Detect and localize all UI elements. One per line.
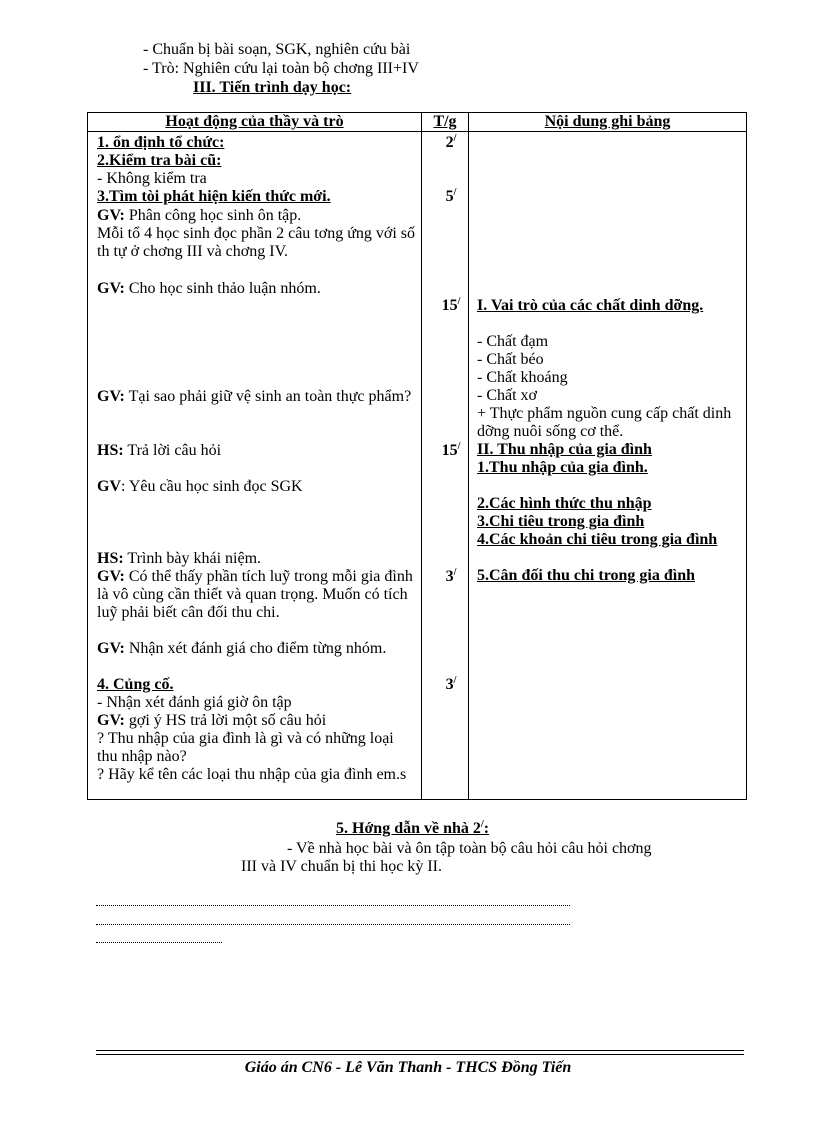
gv-evaluate-text <box>97 640 415 658</box>
content-item: - Chất đạm <box>477 333 549 350</box>
section-4-text: - Nhận xét đánh giá giờ ôn tập <box>97 694 292 711</box>
section-2-title: 2.Kiểm tra bài cũ: <box>97 152 222 169</box>
content-heading-income: II. Thu nhập của gia đình <box>477 441 652 458</box>
prep-line-1: - Chuẩn bị bài soạn, SGK, nghiên cứu bài <box>143 41 411 58</box>
time-value: 15/ <box>441 441 461 459</box>
gv-saving-text <box>97 568 415 622</box>
content-subheading: 1.Thu nhập của gia đình. <box>477 459 648 476</box>
time-value: 3/ <box>445 675 457 693</box>
gv-read-body: : Yêu cầu học sinh đọc SGK <box>121 478 303 495</box>
time-value: 5/ <box>445 187 457 205</box>
gv-hint-body: gợi ý HS trả lời một số câu hỏi <box>124 712 327 729</box>
note-line <box>96 942 222 943</box>
header-content: Nội dung ghi bảng <box>544 113 671 130</box>
question-1: ? Thu nhập của gia đình là gì và có những loại thu nhập nào? <box>97 730 394 765</box>
content-subheading: 4.Các khoản chi tiêu trong gia đình <box>477 531 718 548</box>
hs-answer-body: Trả lời câu hỏi <box>123 442 222 459</box>
header-divider <box>88 131 746 132</box>
time-value: 15/ <box>441 296 461 314</box>
prep-line-2: - Trò: Nghiên cứu lại toàn bộ chơng III+IV <box>143 60 419 77</box>
content-item: - Chất xơ <box>477 387 538 404</box>
content-subheading: 5.Cân đối thu chi trong gia đình <box>477 567 695 584</box>
gv-assign-more: Mỗi tổ 4 học sinh đọc phần 2 câu tơng ứng với số th tự ở chơng III và chơng IV. <box>97 225 416 260</box>
section-heading-process: III. Tiến trình dạy học: <box>193 79 352 96</box>
footer-rule <box>96 1054 744 1055</box>
hs-present-body: Trình bày khái niệm. <box>123 550 262 567</box>
gv-discuss-body: Cho học sinh thảo luận nhóm. <box>124 280 321 297</box>
gv-question-text <box>97 388 415 406</box>
column-divider <box>468 113 469 799</box>
homework-heading: 5. Hớng dẫn về nhà 2/: <box>336 819 490 837</box>
footer-rule <box>96 1050 744 1051</box>
gv-label: GV: <box>97 207 125 224</box>
gv-label: GV: <box>97 568 125 585</box>
hs-label: HS: <box>97 550 124 567</box>
content-item: - Chất béo <box>477 351 544 368</box>
header-time: T/g <box>433 113 457 130</box>
content-item: + Thực phẩm nguồn cung cấp chất dinh dỡng nuôi sống cơ thể. <box>477 405 732 440</box>
gv-label: GV: <box>97 640 125 657</box>
content-item: - Chất khoáng <box>477 369 568 386</box>
gv-question-body: Tại sao phải giữ vệ sinh an toàn thực phẩm? <box>124 388 412 405</box>
gv-label: GV: <box>97 388 125 405</box>
note-line <box>96 924 570 925</box>
section-4-title: 4. Củng cố. <box>97 676 174 693</box>
hs-present-text <box>97 550 415 568</box>
header-activities: Hoạt động của thầy và trò <box>165 113 344 130</box>
note-line <box>96 905 570 906</box>
section-1-title: 1. ổn định tổ chức: <box>97 134 225 151</box>
section-2-text: - Không kiểm tra <box>97 170 207 187</box>
gv-hint-text <box>97 712 415 730</box>
homework-line-2: III và IV chuẩn bị thi học kỳ II. <box>241 858 442 875</box>
content-subheading: 2.Các hình thức thu nhập <box>477 495 652 512</box>
question-2: ? Hãy kể tên các loại thu nhập của gia đình em.s <box>97 766 407 783</box>
gv-label: GV: <box>97 280 125 297</box>
hs-answer-text <box>97 442 415 460</box>
homework-line-1: - Về nhà học bài và ôn tập toàn bộ câu hỏi câu hỏi chơng <box>287 840 652 857</box>
time-value: 2/ <box>445 133 457 151</box>
hs-label: HS: <box>97 442 124 459</box>
gv-read-text: GV: Yêu cầu học sinh đọc SGK <box>97 478 303 495</box>
gv-assign-text <box>97 207 415 225</box>
lesson-table <box>87 112 747 800</box>
content-subheading: 3.Chi tiêu trong gia đình <box>477 513 645 530</box>
content-heading-nutrients: I. Vai trò của các chất dinh dỡng. <box>477 297 704 314</box>
page-footer: Giáo án CN6 - Lê Văn Thanh - THCS Đồng Tiến <box>244 1059 572 1076</box>
section-3-title: 3.Tìm tòi phát hiện kiến thức mới. <box>97 188 331 205</box>
gv-label: GV: <box>97 712 125 729</box>
column-divider <box>421 113 422 799</box>
gv-discuss-text <box>97 280 415 298</box>
time-value: 3/ <box>445 567 457 585</box>
gv-evaluate-body: Nhận xét đánh giá cho điểm từng nhóm. <box>124 640 387 657</box>
gv-saving-body: Có thể thấy phần tích luỹ trong mỗi gia đình là vô cùng cần thiết và quan trọng. Muốn có tích luỹ phải biết cân đối thu chi. <box>97 568 413 621</box>
gv-assign-body: Phân công học sinh ôn tập. <box>124 207 302 224</box>
